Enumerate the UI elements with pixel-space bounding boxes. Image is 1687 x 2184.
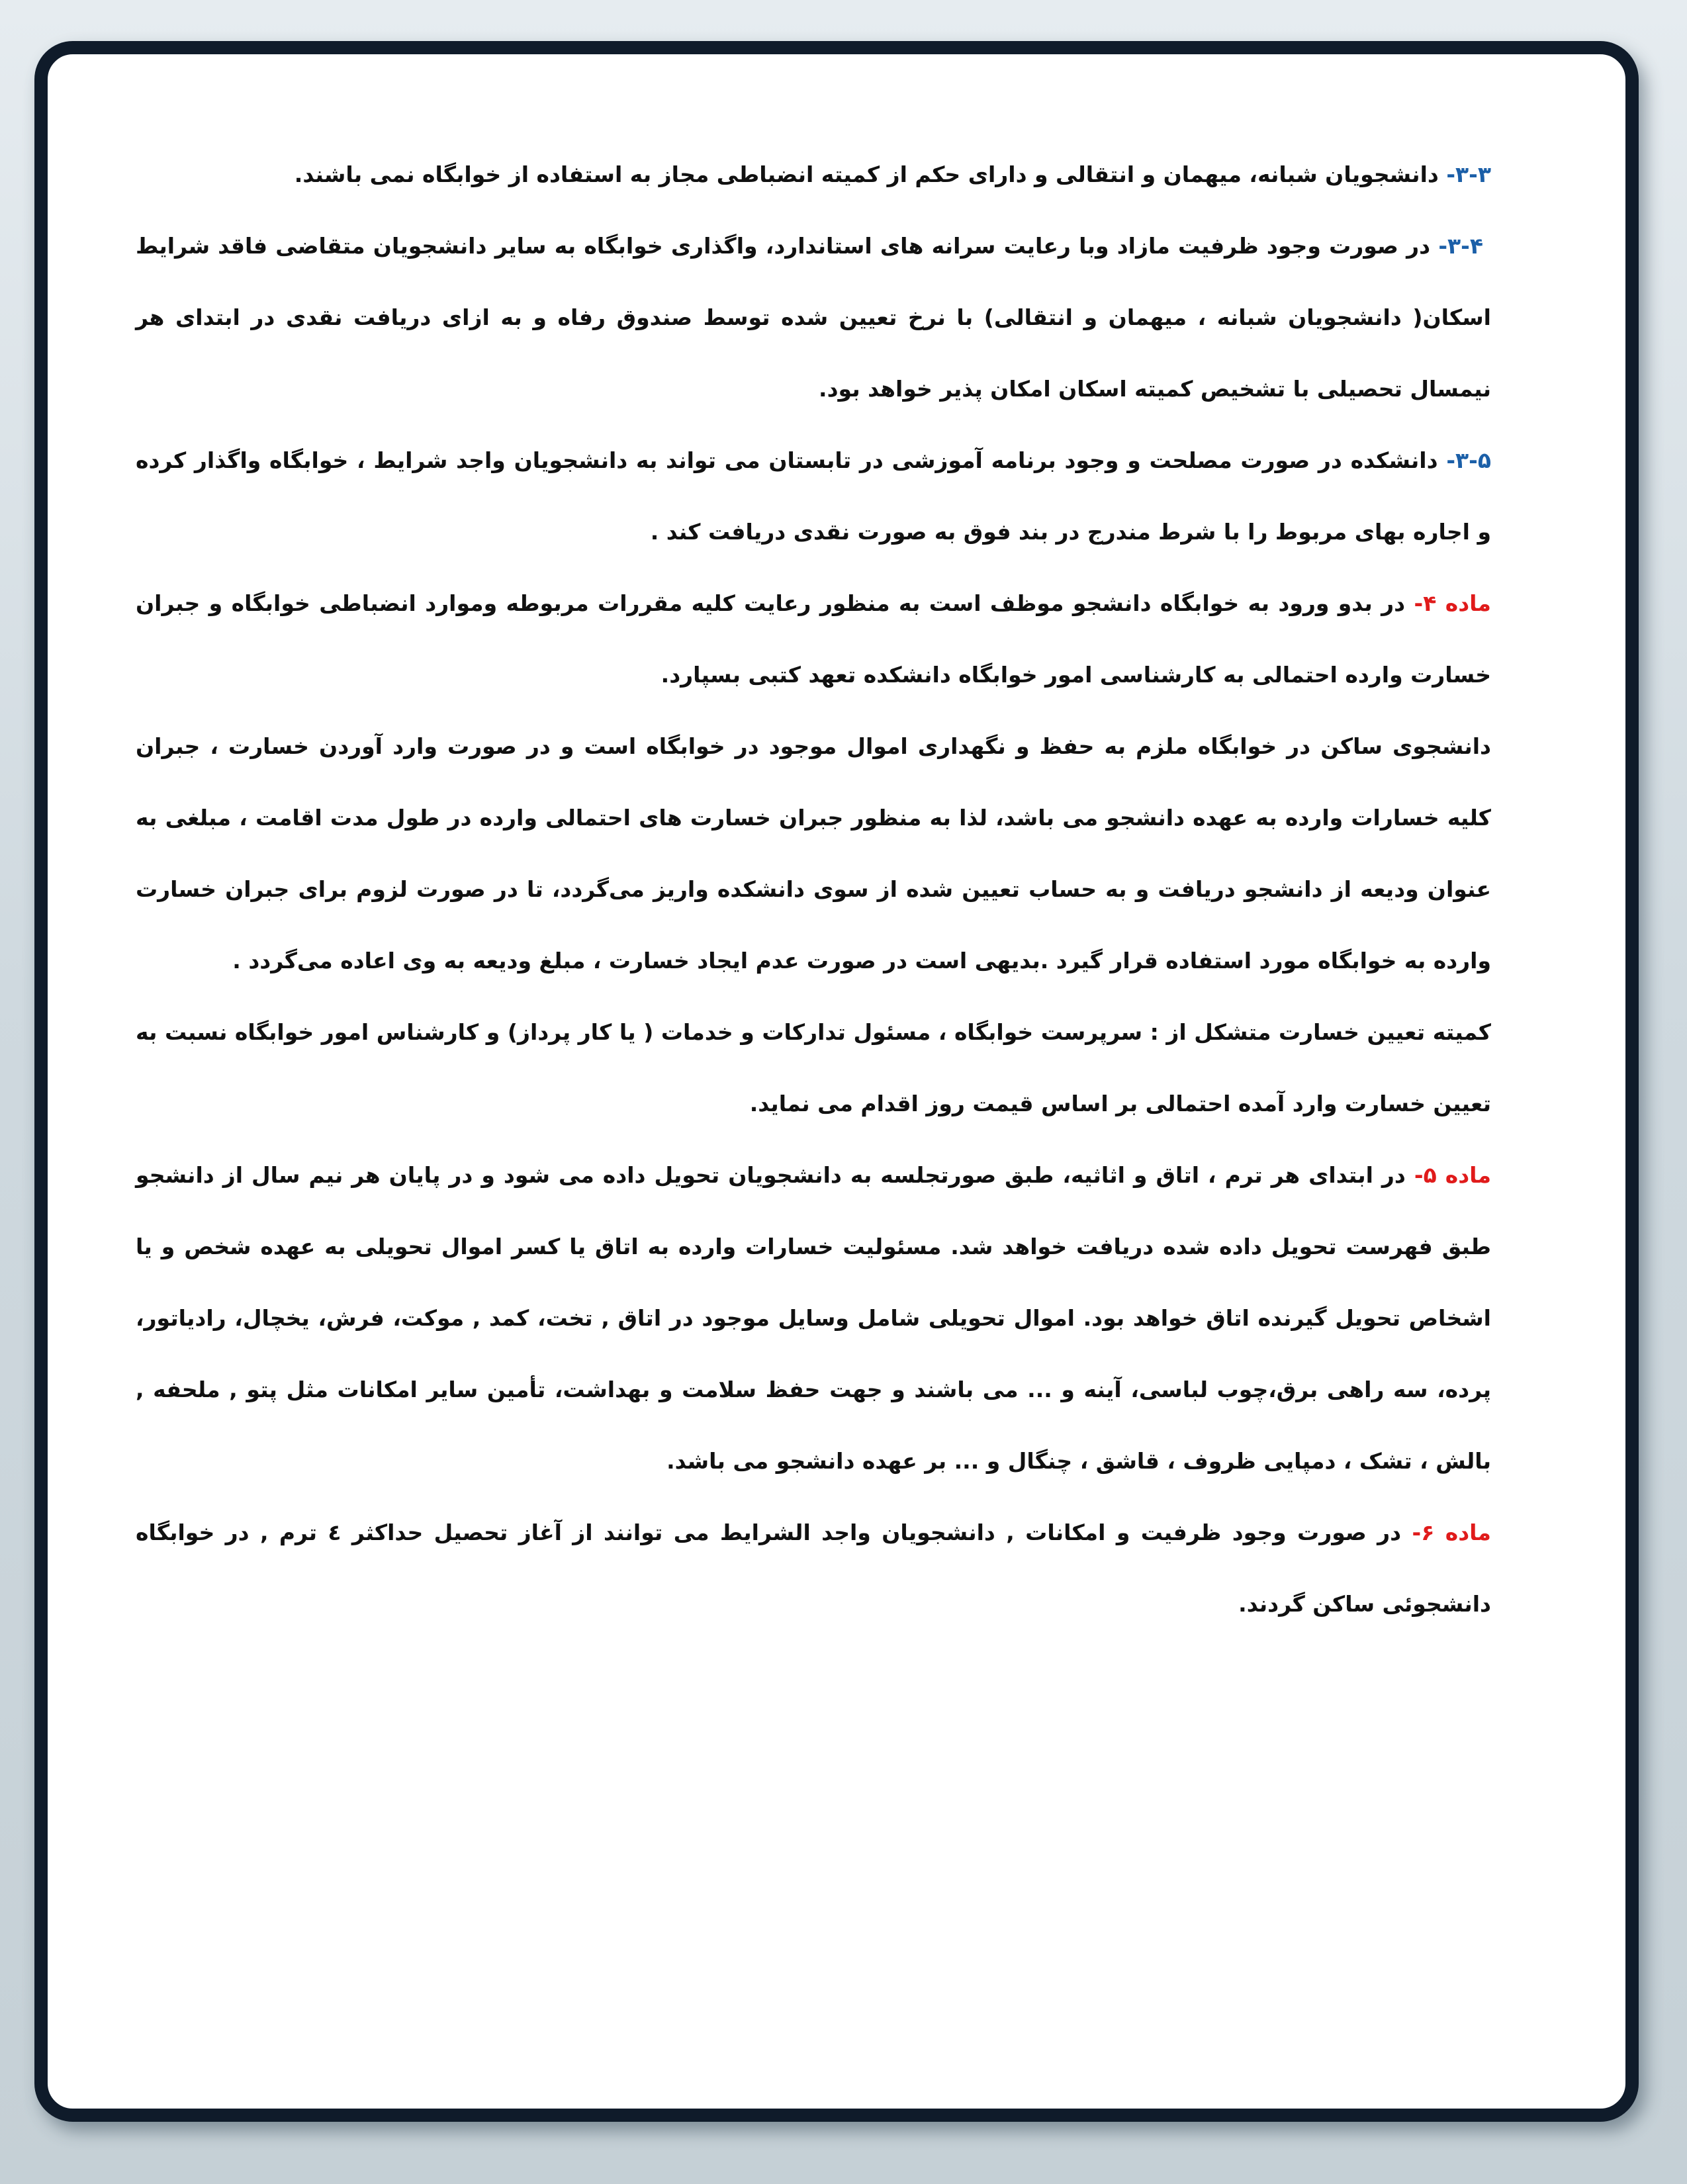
paragraph-text: در صورت وجود ظرفیت مازاد وبا رعایت سرانه های استاندارد، واگذاری خوابگاه به سایر دانشجویان متقاضی فاقد شرایط اسکان( دانشجویان شبانه ، میهمان و انتقالی) با نرخ تعیین شده توسط صندوق رفاه و به ازای دریافت نقدی در ابتدای هر نیمسال تحصیلی با تشخیص کمیته اسکان امکان پذیر خواهد بود. [136, 233, 1491, 402]
paragraph-text: دانشکده در صورت مصلحت و وجود برنامه آموزشی در تابستان می تواند به دانشجویان واجد شرایط ، خوابگاه واگذار کرده و اجاره بهای مربوط را با شرط مندرج در بند فوق به صورت نقدی دریافت کند . [136, 447, 1491, 545]
paragraph-clause-3-4 [136, 210, 1491, 425]
paragraph-clause-3-5 [136, 425, 1491, 568]
paragraph-clause-3-3 [136, 139, 1491, 210]
clause-number: ۳-۵- [1446, 447, 1491, 473]
paragraph-article-6 [136, 1497, 1491, 1640]
paragraph-text: کمیته تعیین خسارت متشکل از : سرپرست خوابگاه ، مسئول تدارکات و خدمات ( یا کار پرداز) و کارشناس امور خوابگاه نسبت به تعیین خسارت وارد آمده احتمالی بر اساس قیمت روز اقدام می نماید. [136, 1019, 1491, 1116]
paragraph-text: در صورت وجود ظرفیت و امکانات , دانشجویان واجد الشرایط می توانند از آغاز تحصیل حداکثر ٤ ترم , در خوابگاه دانشجوئی ساکن گردند. [136, 1520, 1491, 1617]
clause-number: ۳-۳- [1446, 161, 1491, 187]
paragraph-article-5 [136, 1140, 1491, 1497]
paragraph-deposit [136, 711, 1491, 997]
article-heading: ماده ۴- [1414, 590, 1491, 616]
paragraph-text: در بدو ورود به خوابگاه دانشجو موظف است به منظور رعایت کلیه مقررات مربوطه وموارد انضباطی خوابگاه و جبران خسارت وارده احتمالی به کارشناسی امور خوابگاه دانشکده تعهد کتبی بسپارد. [136, 590, 1491, 688]
paragraph-damage-committee [136, 997, 1491, 1140]
paragraph-text: دانشجویان شبانه، میهمان و انتقالی و دارای حکم از کمیته انضباطی مجاز به استفاده از خوابگاه نمی باشند. [294, 161, 1447, 187]
paragraph-article-4 [136, 568, 1491, 711]
clause-number: ۳-۴- [1438, 233, 1483, 259]
article-heading: ماده ۵- [1414, 1162, 1492, 1188]
paragraph-text: دانشجوی ساکن در خوابگاه ملزم به حفظ و نگهداری اموال موجود در خوابگاه است و در صورت وارد آوردن خسارت ، جبران کلیه خسارات وارده به عهده دانشجو می باشد، لذا به منظور جبران خسارت های احتمالی وارده در طول مدت اقامت ، مبلغی به عنوان ودیعه از دانشجو دریافت و به حساب تعیین شده از سوی دانشکده واریز می‌گردد، تا در صورت لزوم برای جبران خسارت وارده به خوابگاه مورد استفاده قرار گیرد .بدیهی است در صورت عدم ایجاد خسارت ، مبلغ ودیعه به وی اعاده می‌گردد . [136, 733, 1491, 974]
paragraph-text: در ابتدای هر ترم ، اتاق و اثاثیه، طبق صورتجلسه به دانشجویان تحویل داده می شود و در پایان هر نیم سال از دانشجو طبق فهرست تحویل داده شده دریافت خواهد شد. مسئولیت خسارات وارده به اتاق یا کسر اموال تحویلی به عهده شخص و یا اشخاص تحویل گیرنده اتاق خواهد بود. اموال تحویلی شامل وسایل موجود در اتاق , تخت، کمد , موکت، فرش، یخچال، رادیاتور، پرده، سه راهی برق،چوب لباسی، آینه و ... می باشند و جهت حفظ سلامت و بهداشت، تأمین سایر امکانات مثل پتو , ملحفه , بالش ، تشک ، دمپایی ظروف ، قاشق ، چنگال و ... بر عهده دانشجو می باشد. [136, 1162, 1491, 1474]
article-heading: ماده ۶- [1412, 1520, 1491, 1545]
document-body [136, 139, 1491, 1640]
